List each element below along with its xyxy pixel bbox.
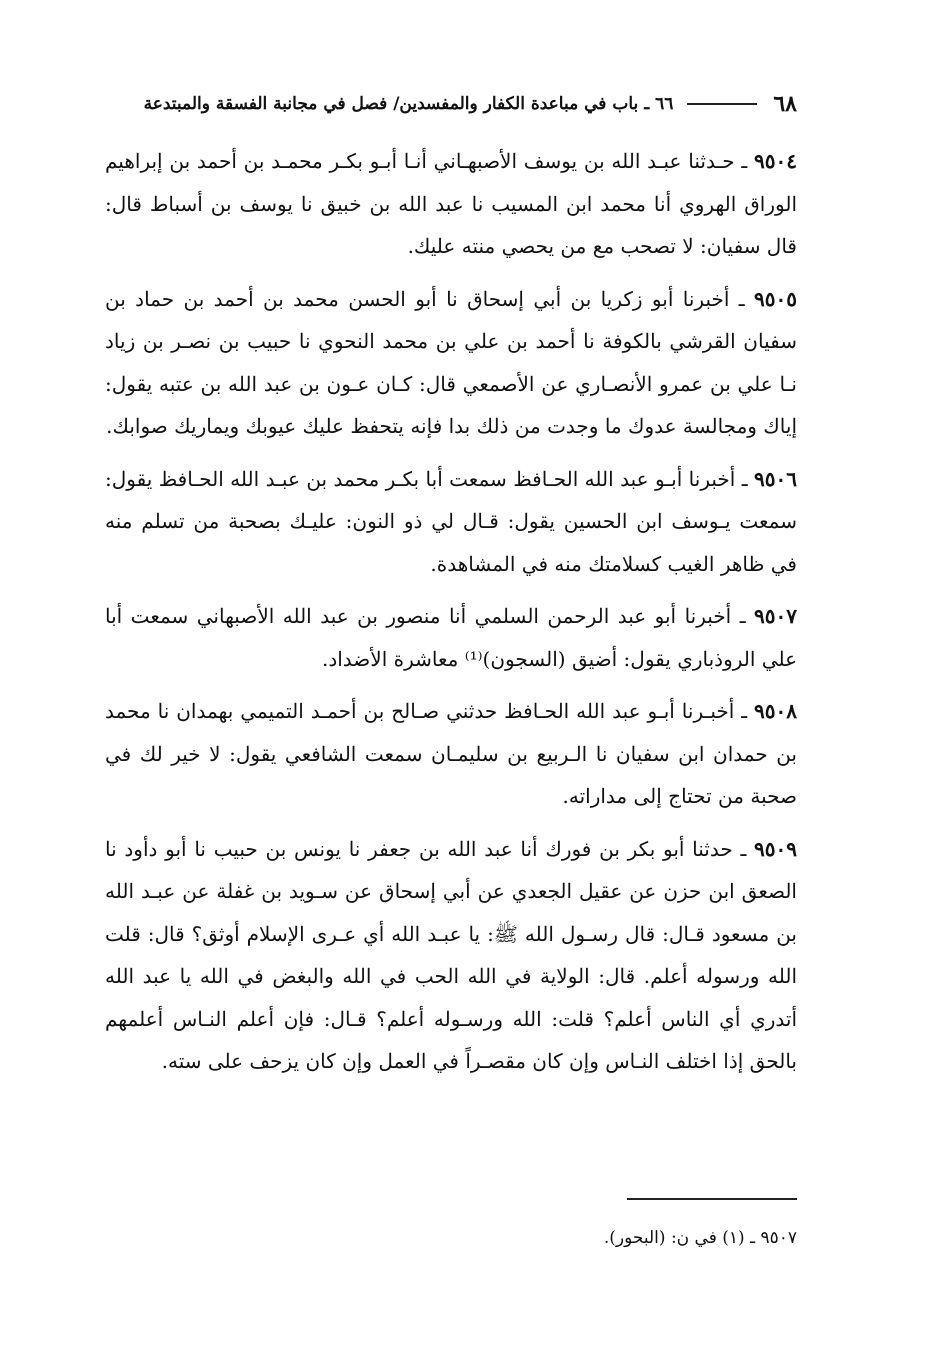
entry-9504 bbox=[105, 140, 797, 268]
entry-text: ـ أخبـرنا أبـو عبد الله الحـافظ حدثني صـالح بن أحمـد التميمي بهمدان نا محمد بن حمدان ابن سفيان نا الـربيع بن سليمـان سمعت الشافعي يقول: لا خير لك في صحبة من تحتاج إلى مداراته. bbox=[105, 699, 797, 808]
entry-text: ـ أخبرنا أبـو عبد الله الحـافظ سمعت أبا بكـر محمد بن عبـد الله الحـافظ يقول: سمعت يـوسف ابن الحسين يقول: قـال لي ذو النون: عليـك بصحبة من تسلم منه في ظاهر الغيب كسلامتك منه في المشاهدة. bbox=[105, 466, 797, 576]
footnote-rule bbox=[627, 1198, 797, 1200]
entry-text: ـ أخبرنا أبو عبد الرحمن السلمي أنا منصور بن عبد الله الأصبهاني سمعت أبا علي الروذباري يقول: أضيق (السجون)⁽¹⁾ معاشرة الأضداد. bbox=[105, 604, 797, 671]
entry-9507 bbox=[105, 595, 797, 680]
entry-number: ٩٥٠٨ bbox=[754, 699, 797, 723]
entry-number: ٩٥٠٩ bbox=[754, 836, 797, 861]
entry-text: ـ أخبرنا أبو زكريا بن أبي إسحاق نا أبو الحسن محمد بن أحمد بن حماد بن سفيان القرشي بالكوفة نا أحمد بن علي بن محمد النحوي نا حبيب بن نصـر بن زياد نـا علي بن عمرو الأنصـاري عن الأصمعي قال: كـان عـون بن عبد الله بن عتبه يقول: إياك ومجالسة عدوك ما وجدت من ذلك بدا فإنه يتحفظ عليك عيوبك ويماريك صوابك. bbox=[105, 286, 797, 438]
entry-number: ٩٥٠٥ bbox=[754, 286, 797, 311]
body-text bbox=[105, 140, 797, 1093]
entry-9506 bbox=[105, 458, 797, 586]
entry-number: ٩٥٠٦ bbox=[754, 466, 797, 491]
entry-number: ٩٥٠٧ bbox=[754, 604, 797, 628]
running-title: ٦٦ ـ باب في مباعدة الكفار والمفسدين/ فصل في مجانبة الفسقة والمبتدعة bbox=[143, 94, 674, 114]
page-number: ٦٨ bbox=[773, 91, 797, 117]
entry-9505 bbox=[105, 278, 797, 448]
running-header bbox=[105, 88, 797, 120]
entry-9508 bbox=[105, 690, 797, 818]
entry-9509 bbox=[105, 828, 797, 1083]
header-rule bbox=[687, 103, 757, 105]
footnote: ٩٥٠٧ ـ (١) في ن: (البحور). bbox=[603, 1228, 797, 1248]
entry-text: ـ حدثنا أبو بكر بن فورك أنا عبد الله بن جعفر نا يونس بن حبيب نا أبو دأود نا الصعق ابن حزن عن عقيل الجعدي عن أبي إسحاق عن سـويد بن غفلة عن عبـد الله بن مسعود قـال: قال رسـول الله ﷺ: يا عبـد الله أي عـرى الإسلام أوثق؟ قال: قلت الله ورسوله أعلم. قال: الولاية في الله الحب في الله والبغض في الله يا عبد الله أتدري أي الناس أعلم؟ قلت: الله ورسـوله أعلم؟ قـال: فإن أعلم النـاس أعلمهم بالحق إذا اختلف النـاس وإن كان مقصـراً في العمل وإن كان يزحف على سته. bbox=[105, 836, 798, 1073]
entry-text: ـ حـدثنا عبـد الله بن يوسف الأصبهـاني أنـا أبـو بكـر محمـد بن أحمد بن إبراهيم الوراق الهروي أنا محمد ابن المسيب نا عبد الله بن خبيق نا يوسف بن أسباط قال: قال سفيان: لا تصحب مع من يحصي منته عليك. bbox=[105, 149, 797, 258]
entry-number: ٩٥٠٤ bbox=[754, 149, 797, 173]
